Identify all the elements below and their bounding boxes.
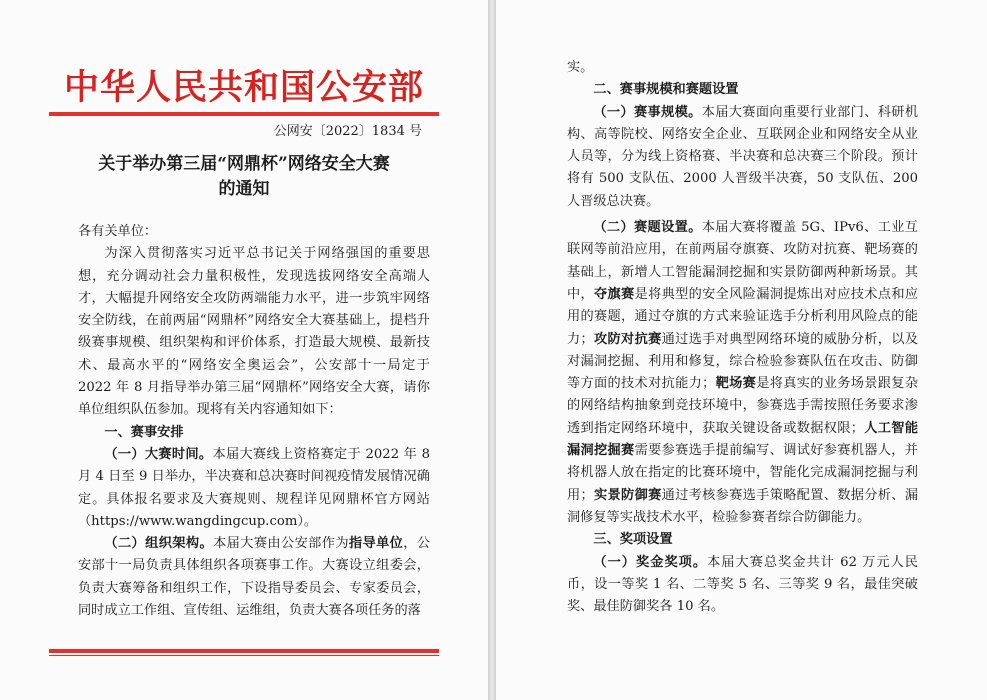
paragraph-scale-lead: （一）赛事规模。 <box>593 104 702 120</box>
paragraph-scale <box>567 102 918 213</box>
document-title <box>0 152 488 202</box>
paragraph-scale-text: 本届大赛面向重要行业部门、科研机构、高等院校、网络安全企业、互联网企业和网络安全从业人员等，分为线上资格赛、半决赛和总决赛三个阶段。预计将有 500 支队伍、2000 人晋级半决赛，50 支队伍、200 人晋级总决赛。 <box>567 104 919 209</box>
intro-paragraph: 为深入贯彻落实习近平总书记关于网络强国的重要思想，充分调动社会力量积极性，发现选拔网络安全高端人才，大幅提升网络安全攻防两端能力水平，进一步筑牢网络安全防线，在前两届“网鼎杯”网络安全大赛基础上，提档升级赛事规模、组织架构和评价体系，打造最大规模、最新技术、最高水平的“网络安全奥运会”，公安部十一局定于 2022 年 8 月指导举办第三届“网鼎杯”网络安全大赛，请你单位组织队伍参加。现将有关内容通知如下： <box>78 246 430 418</box>
section-heading-3: 三、奖项设置 <box>593 532 673 548</box>
document-title-line2: 的通知 <box>218 179 270 199</box>
footer-red-rule <box>49 649 439 653</box>
range-text: 是将真实的业务场景跟复杂的网络结构抽象到竞技环境中，参赛选手需按照任务要求渗透到指定网络环境中，获取关键设备或数据权限； <box>567 376 919 436</box>
paragraph-organization <box>78 533 430 622</box>
range-bold: 靶场赛 <box>715 376 757 392</box>
paragraph-prizes-text: 本届大赛总奖金共计 62 万元人民币，设一等奖 1 名、二等奖 5 名、三等奖 9 名，最佳突破奖、最佳防御奖各 10 名。 <box>567 554 918 615</box>
salutation: 各有关单位： <box>78 224 158 239</box>
paragraph-topics-lead: （二）赛题设置。 <box>593 220 702 236</box>
attack-defense-text: 通过选手对典型网络环境的威胁分析，以及对漏洞挖掘、利用和修复，综合检验参赛队伍在攻击、防御等方面的技术对抗能力； <box>567 331 919 392</box>
paragraph-organization-text-a: 本届大赛由公安部作为 <box>213 536 349 552</box>
ministry-header: 中华人民共和国公安部 <box>63 67 424 108</box>
paragraph-time-lead: （一）大赛时间。 <box>104 446 213 462</box>
ctf-bold: 夺旗赛 <box>594 286 635 302</box>
ai-vuln-text: 需要参赛选手提前编写、调试好参赛机器人，并将机器人放在指定的比赛环境中，智能化完成漏洞挖掘与利用； <box>567 443 918 503</box>
guiding-unit-bold: 指导单位 <box>348 536 404 552</box>
right-body <box>567 57 918 618</box>
document-title-line1: 关于举办第三届“网鼎杯”网络安全大赛 <box>98 154 390 174</box>
paragraph-prizes <box>567 552 918 619</box>
paragraph-organization-lead: （二）组织架构。 <box>104 536 214 552</box>
attack-defense-bold: 攻防对抗赛 <box>593 331 662 347</box>
paragraph-organization-text-b: ，公安部十一局负责具体组织各项赛事工作。大赛设立组委会，负责大赛筹备和组织工作，下设指导委员会、专家委员会，同时成立工作组、宣传组、运维组，负责大赛各项任务的落 <box>78 536 431 619</box>
paragraph-topics <box>567 217 918 529</box>
continuation-text: 实。 <box>567 60 594 75</box>
ai-vuln-bold: 人工智能漏洞挖掘赛 <box>567 420 919 459</box>
defense-text: 通过考核参赛选手策略配置、数据分析、漏洞修复等实战技术水平，检验参赛者综合防御能力。 <box>567 487 919 525</box>
header-red-rule <box>49 112 439 116</box>
ctf-text: 是将典型的安全风险漏洞提炼出对应技术点和应用的赛题，通过夺旗的方式来验证选手分析利用风险点的能力； <box>567 286 919 347</box>
left-body <box>78 221 430 622</box>
left-page <box>0 0 488 700</box>
page-gutter <box>488 0 496 700</box>
paragraph-prizes-lead: （一）奖金奖项。 <box>593 554 708 570</box>
paragraph-time <box>78 444 430 533</box>
document-number: 公网安〔2022〕1834 号 <box>273 124 422 139</box>
footer-red-rule-thin <box>49 655 439 656</box>
defense-bold: 实景防御赛 <box>593 487 662 503</box>
section-heading-2: 二、赛事规模和赛题设置 <box>593 82 739 98</box>
paragraph-time-text: 本届大赛线上资格赛定于 2022 年 8 月 4 日至 9 日举办，半决赛和总决赛时间视疫情发展情况确定。具体报名要求及大赛规则、规程详见网鼎杯官方网站（https://www.wangdingcup.com）。 <box>78 446 431 529</box>
section-heading-1: 一、赛事安排 <box>104 424 184 440</box>
paragraph-topics-text: 本届大赛将覆盖 5G、IPv6、工业互联网等前沿应用，在前两届夺旗赛、攻防对抗赛、靶场赛的基础上，新增人工智能漏洞挖掘和实景防御两种新场景。其中， <box>567 220 918 302</box>
